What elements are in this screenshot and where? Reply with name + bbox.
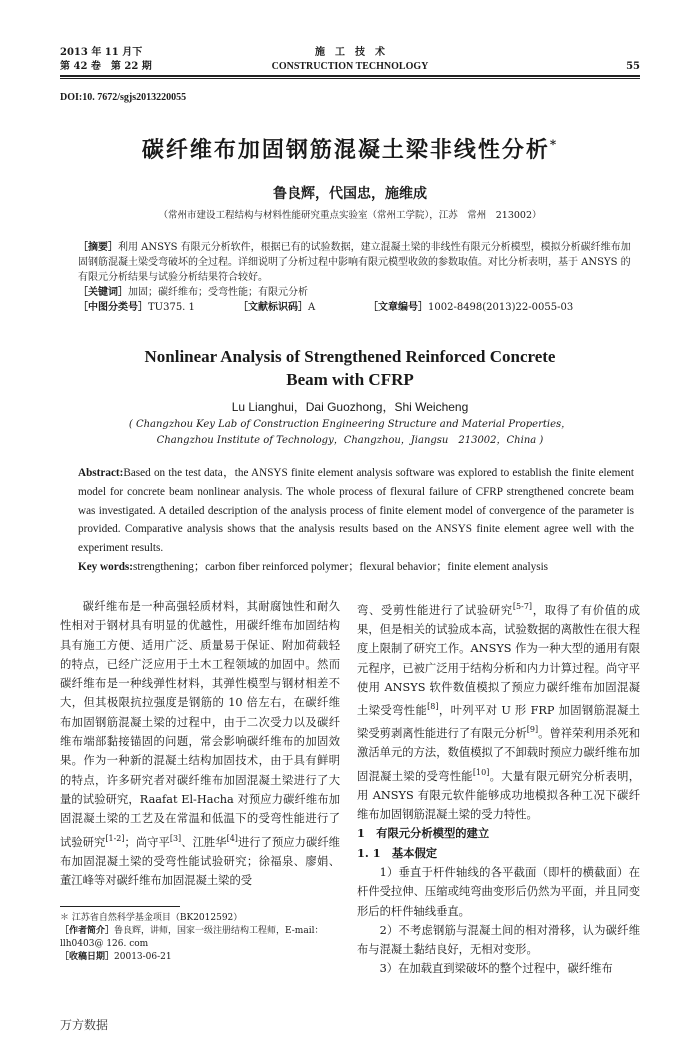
section-1-heading: 1 有限元分析模型的建立: [357, 826, 490, 841]
abstract-en-text: Abstract:Based on the test data，the ANSYS finite element analysis software was explored to establish the finite element model for concrete beam nonlinear analysis. The whole process of flexural failure of CFRP strengthened concrete beam was investigated. A detailed description of the analysis process of finite element model of convergence of the parameter is provided. Comparative analysis shows that the analysis results based on the ANSYS finite element agree well with the experiment results.: [78, 467, 634, 555]
footnote: [60, 912, 340, 964]
abstract-en: [78, 464, 634, 577]
header-rule-thin: [60, 78, 640, 79]
journal-title-cn: 施 工 技 术: [315, 47, 385, 58]
body-right-column: [357, 597, 640, 979]
authors-cn: 鲁良辉，代国忠，施维成: [273, 186, 427, 202]
section-1-1-heading: 1. 1 基本假定: [357, 845, 438, 860]
header-rule: [60, 75, 640, 77]
affiliation-cn: （常州市建设工程结构与材料性能研究重点实验室（常州工学院），江苏 常州 213002）: [158, 210, 542, 221]
footnote-bio: ［作者简介］鲁良辉，讲师，国家一级注册结构工程师，E-mail：llh0403@ 126. com: [60, 926, 324, 949]
doi: DOI:10. 7672/sgjs2013220055: [60, 92, 187, 103]
assumption-1: 1）垂直于杆件轴线的各平截面（即杆的横截面）在杆件受拉伸、压缩或纯弯曲变形后仍然为平面，并且同变形后的杆件轴线垂直。: [357, 865, 640, 918]
footnote-fund: ＊ 江苏省自然科学基金项目（BK2012592）: [60, 913, 243, 923]
watermark: 万方数据: [60, 1018, 109, 1032]
abstract-cn: [78, 240, 634, 315]
page-title: 碳纤维布加固钢筋混凝土梁非线性分析*: [141, 137, 559, 163]
header-date: 2013 年 11 月下: [60, 47, 143, 58]
header-volume: 第 42 卷 第 22 期: [60, 61, 152, 72]
keywords-en: Key words:strengthening；carbon fiber reinforced polymer；flexural behavior；finite element analysis: [78, 560, 549, 573]
classification-line: ［中图分类号］TU375. 1 ［文献标识码］A ［文章编号］1002-8498(2013)22-0055-03: [78, 302, 574, 313]
abstract-cn-text: ［摘要］利用 ANSYS 有限元分析软件，根据已有的试验数据，建立混凝土梁的非线性有限元分析模型，模拟分析碳纤维布加固钢筋混凝土梁受弯破坏的全过程。详细说明了分析过程中影响有限元模型收敛的参数取值。对比分析表明，基于 ANSYS 的有限元分析结果与试验分析结果符合较好。: [78, 242, 631, 283]
page-number: 55: [626, 61, 640, 72]
intro-paragraph: 碳纤维布是一种高强轻质材料，其耐腐蚀性和耐久性相对于钢材具有明显的优越性，用碳纤维布加固结构具有施工方便、适用广泛、质量易于保证、附加荷载轻的特点，已经广泛应用于土木工程领域的加固中。然而碳纤维布是一种线弹性材料，其弹性模型与钢材相差不大，但其极限抗拉强度是钢筋的 10 倍左右，在碳纤维布加固钢筋混凝土梁的过程中，由于二次受力以及碳纤维布端部黏接锚固的问题，常会影响碳纤维布的加固效果。作为一种新的混凝土结构加固技术，由于具有鲜明的特点，许多研究者对碳纤维布加固混凝土梁进行了大量的试验研究，Raafat El-Hacha 对预应力碳纤维布加固混凝土梁的工艺及在常温和低温下的受弯性能进行了试验研究[1-2]；尚守平[3]、江胜华[4]进行了预应力碳纤维布加固混凝土梁的受弯性能试验研究；徐福泉、廖娟、董江峰等对碳纤维布加固混凝土梁的受: [60, 600, 340, 887]
footnote-date: ［收稿日期］20013-06-21: [60, 952, 172, 962]
keywords-cn: ［关键词］加固；碳纤维布；受弯性能；有限元分析: [78, 287, 308, 298]
assumption-3: 3）在加载直到梁破坏的整个过程中，碳纤维布: [379, 962, 613, 976]
assumption-2: 2）不考虑钢筋与混凝土间的相对滑移，认为碳纤维布与混凝土黏结良好，无相对变形。: [357, 923, 640, 957]
intro-paragraph-continued: 弯、受剪性能进行了试验研究[5-7]，取得了有价值的成果，但是相关的试验成本高，试验数据的离散性在很大程度上限制了研究工作。ANSYS 作为一种大型的通用有限元程序，已被广泛用于结构分析和内力计算过程。尚守平使用 ANSYS 软件数值模拟了预应力碳纤维布加固混凝土梁受弯性能[8]，叶列平对 U 形 FRP 加固钢筋混凝土梁受剪剥离性能进行了有限元分析[9]。曾祥荣利用杀死和激活单元的方法，数值模拟了不卸载时预应力碳纤维布加固混凝土梁的受弯性能[10]。大量有限元研究分析表明，用 ANSYS 有限元软件能够成功地模拟各种工况下碳纤维布加固钢筋混凝土梁的受力特性。: [357, 602, 640, 822]
affiliation-en: ( Changzhou Key Lab of Construction Engineering Structure and Material Properties， Changzhou Institute of Technology，Changzhou，Jiangsu 213002，China ): [128, 419, 572, 446]
authors-en: Lu Lianghui，Dai Guozhong，Shi Weicheng: [231, 400, 469, 414]
body-left-column: [60, 597, 340, 890]
journal-title-en: CONSTRUCTION TECHNOLOGY: [271, 61, 429, 72]
title-en: Nonlinear Analysis of Strengthened Reinforced Concrete Beam with CFRP: [144, 347, 556, 389]
footnote-rule: [60, 906, 180, 907]
